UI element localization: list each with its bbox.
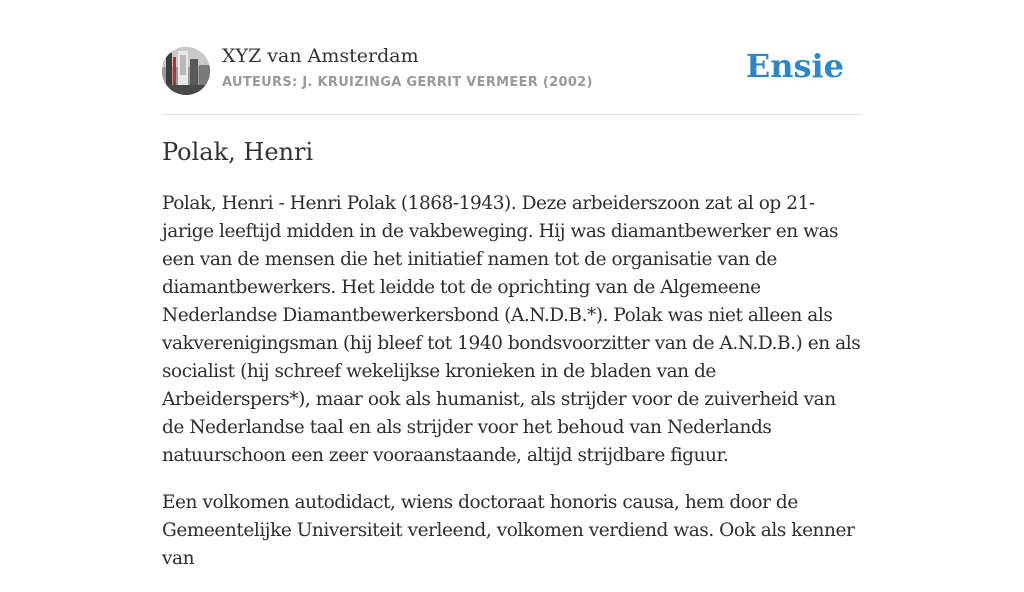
book-authors: AUTEURS: J. KRUIZINGA GERRIT VERMEER (2002) [222,75,593,90]
book-header [162,0,862,115]
entry-paragraph: Een volkomen autodidact, wiens doctoraat honoris causa, hem door de Gemeentelijke Universiteit verleend, volkomen verdiend was. Ook als kenner van [162,492,855,569]
book-cover-avatar[interactable] [162,47,210,95]
book-title[interactable]: XYZ van Amsterdam [222,45,419,67]
entry-body [162,190,862,592]
ensie-logo[interactable]: Ensie [745,47,844,85]
entry-title: Polak, Henri [162,138,314,166]
page-container [162,0,862,569]
entry-paragraph: Polak, Henri - Henri Polak (1868-1943). Deze arbeiderszoon zat al op 21-jarige leeftijd midden in de vakbeweging. Hij was diamantbewerker en was een van de mensen die het initiatief namen tot de organisatie van de diamantbewerkers. Het leidde tot de oprichting van de Algemeene Nederlandse Diamantbewerkersbond (A.N.D.B.*). Polak was niet alleen als vakverenigingsman (hij bleef tot 1940 bondsvoorzitter van de A.N.D.B.) en als socialist (hij schreef wekelijkse kronieken in de bladen van de Arbeiderspers*), maar ook als humanist, als strijder voor de zuiverheid van de Nederlandse taal en als strijder voor het behoud van Nederlands natuurschoon een zeer vooraanstaande, altijd strijdbare figuur. [162,193,861,466]
